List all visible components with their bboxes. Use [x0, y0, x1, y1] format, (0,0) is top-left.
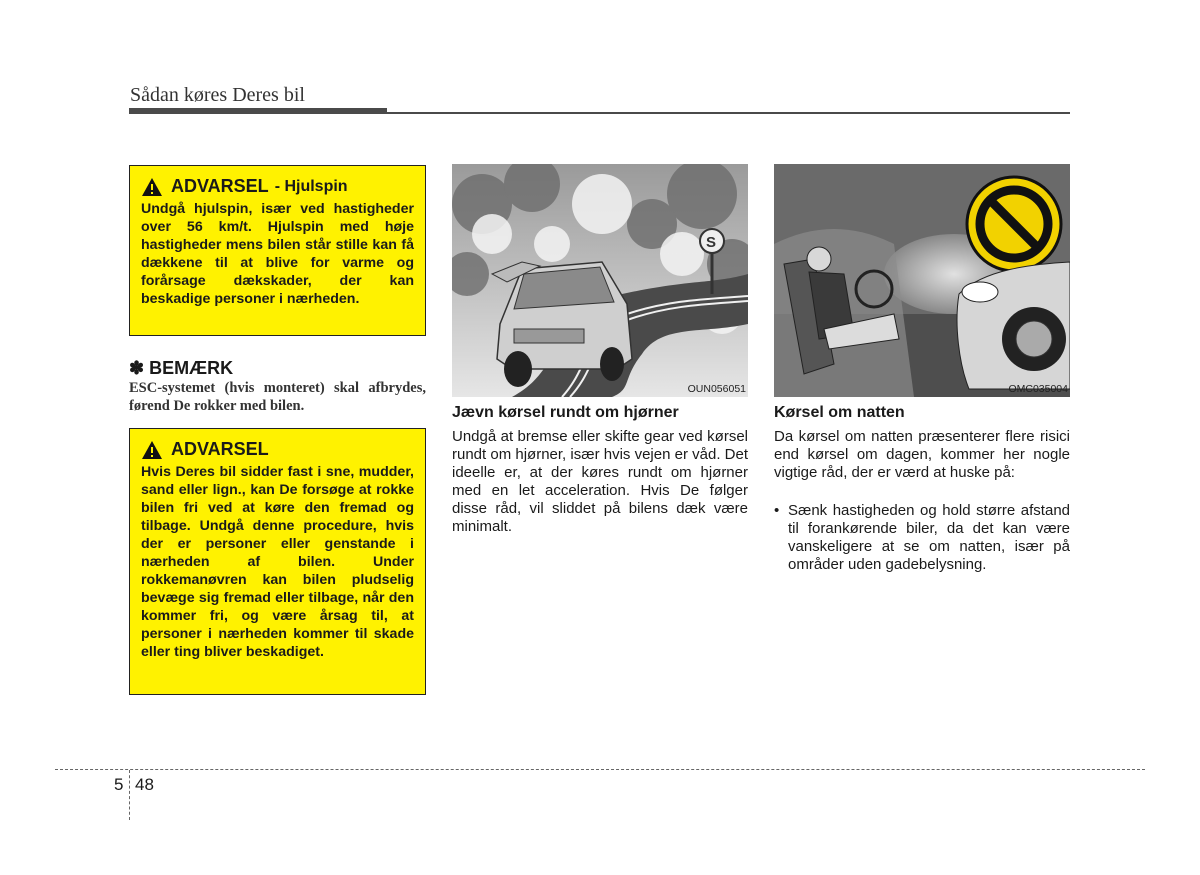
svg-text:S: S [706, 234, 717, 251]
bullet-item [774, 502, 1070, 574]
bullet-text: Sænk hastigheden og hold større afstand til forankørende biler, da det kan være vanskeligere at se om natten, især på områder uden gadebelysning. [788, 502, 1070, 573]
page-header-title: Sådan køres Deres bil [130, 84, 305, 106]
warning-title: ADVARSEL [171, 439, 269, 459]
winding-road-illustration [452, 164, 748, 397]
warning-title-row [141, 176, 414, 197]
footer-dashed-divider [129, 770, 130, 820]
note-asterisk-icon: ✽ [129, 358, 145, 378]
warning-box-wheelspin [129, 165, 426, 336]
figure-code-label: OMC035004 [1008, 383, 1068, 395]
warning-title: ADVARSEL [171, 176, 269, 196]
warning-triangle-icon [141, 440, 163, 460]
warning-body: Undgå hjulspin, især ved hastigheder over 56 km/t. Hjulspin med høje hastigheder mens bilen står stille kan få dækkene til at blive for varme og forårsage dækskader, der kan beskadige personer i nærheden. [141, 201, 414, 307]
section-title-cornering: Jævn kørsel rundt om hjørner [452, 404, 679, 421]
night-driving-illustration [774, 164, 1070, 397]
warning-title-row [141, 439, 414, 460]
section-body-cornering: Undgå at bremse eller skifte gear ved kørsel rundt om hjørner, især hvis vejen er våd. Det ideelle er, at der køres rundt om hjørner med en let acceleration. Hvis De følger disse råd, vil sliddet på bilens dæk være minimalt. [452, 428, 748, 535]
note-title-row [129, 358, 426, 379]
note-block [129, 358, 426, 415]
section-title-night-driving: Kørsel om natten [774, 404, 905, 421]
warning-box-rocking [129, 428, 426, 695]
section-body-night-driving: Da kørsel om natten præsenterer flere risici end kørsel om dagen, kommer her nogle vigtige råd, der er værd at huske på: [774, 428, 1070, 481]
warning-subtitle: - Hjulspin [274, 177, 348, 195]
header-rule-thin [387, 112, 1070, 114]
figure-code-label: OUN056051 [687, 383, 746, 395]
bullet-dot-icon: • [774, 502, 780, 519]
warning-body: Hvis Deres bil sidder fast i sne, mudder, sand eller lign., kan De forsøge at rokke bilen fri ved at køre den fremad og tilbage. Undgå denne procedure, hvis der er personer eller genstande i nærheden af bilen. Under rokkemanøvren kan bilen pludselig bevæge sig fremad eller tilbage, når den kommer fri, og være årsag til, at personer i nærheden kommer til skade eller ting bliver beskadiget. [141, 464, 414, 660]
footer-dashed-rule [55, 769, 1145, 770]
figure-winding-road [452, 164, 748, 397]
figure-night-driving [774, 164, 1070, 397]
warning-triangle-icon [141, 177, 163, 197]
note-title: BEMÆRK [149, 358, 234, 378]
chapter-number: 5 [114, 775, 124, 794]
page-number: 48 [135, 775, 154, 794]
header-rule-thick [129, 108, 387, 114]
note-body: ESC-systemet (hvis monteret) skal afbrydes, førend De rokker med bilen. [129, 380, 426, 414]
